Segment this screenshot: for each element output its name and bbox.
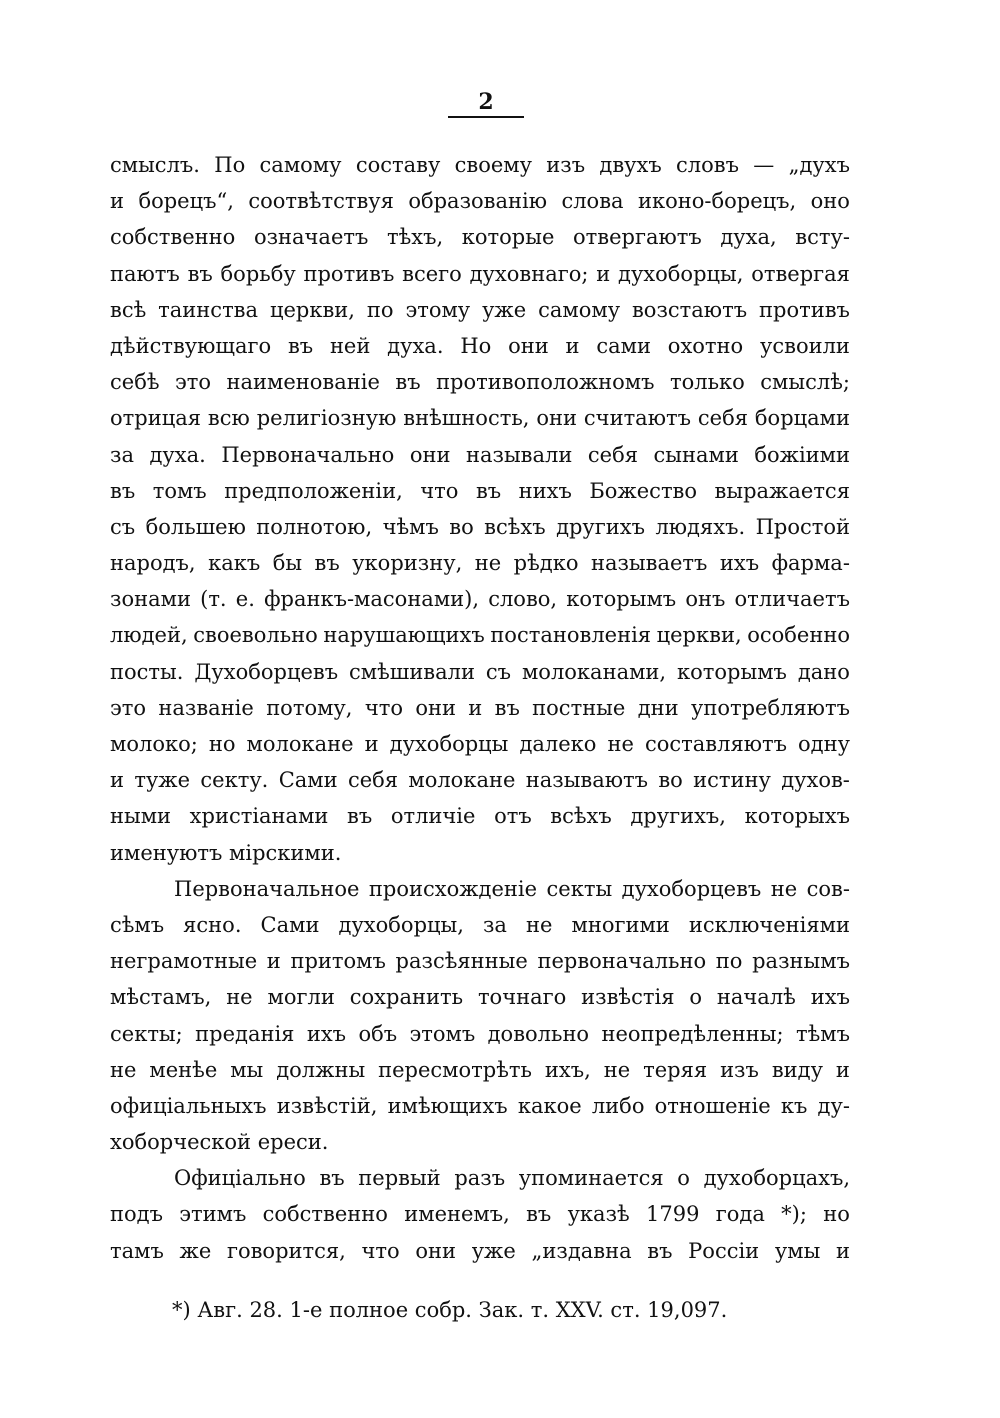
page-number: 2	[448, 90, 524, 118]
text-line: посты. Духоборцевъ смѣшивали съ молоканами, которымъ дано	[110, 659, 850, 684]
text-line: людей, своевольно нарушающихъ постановленія церкви, особенно	[110, 623, 850, 648]
text-line: не менѣе мы должны пересмотрѣть ихъ, не теряя изъ виду и	[110, 1057, 850, 1082]
text-line: всѣ таинства церкви, по этому уже самому возстаютъ противъ	[110, 297, 850, 322]
text-line: и туже секту. Сами себя молокане называютъ во истину духов-	[110, 768, 850, 793]
footnote: *) Авг. 28. 1-е полное собр. Зак. т. XXV. ст. 19,097.	[172, 1298, 728, 1322]
text-line: съ большею полнотою, чѣмъ во всѣхъ другихъ людяхъ. Простой	[110, 514, 850, 539]
text-line: Офиціально въ первый разъ упоминается о духоборцахъ,	[174, 1166, 850, 1191]
text-line: собственно означаетъ тѣхъ, которые отвергаютъ духа, всту-	[110, 225, 850, 250]
text-line: дѣйствующаго въ ней духа. Но они и сами охотно усвоили	[110, 333, 850, 358]
body-text	[110, 147, 850, 1269]
text-line: въ томъ предположеніи, что въ нихъ Божество выражается	[110, 478, 850, 503]
text-line: подъ этимъ собственно именемъ, въ указѣ 1799 года *); но	[110, 1202, 850, 1227]
text-line: сѣмъ ясно. Сами духоборцы, за не многими исключеніями	[110, 912, 850, 937]
text-line: неграмотные и притомъ разсѣянные первоначально по разнымъ	[110, 949, 850, 974]
text-line: за духа. Первоначально они называли себя сынами божіими	[110, 442, 850, 467]
text-line: хоборческой ереси.	[110, 1130, 329, 1155]
text-line: секты; преданія ихъ объ этомъ довольно неопредѣленны; тѣмъ	[110, 1021, 850, 1046]
text-line: ными христіанами въ отличіе отъ всѣхъ другихъ, которыхъ	[110, 804, 850, 829]
text-line: молоко; но молокане и духоборцы далеко не составляютъ одну	[110, 732, 850, 756]
text-line: народъ, какъ бы въ укоризну, не рѣдко называетъ ихъ фарма-	[110, 551, 850, 576]
text-line: себѣ это наименованіе въ противоположномъ только смыслѣ;	[110, 370, 850, 395]
text-line: мѣстамъ, не могли сохранить точнаго извѣстія о началѣ ихъ	[110, 985, 850, 1010]
text-line: офиціальныхъ извѣстій, имѣющихъ какое либо отношеніе къ ду-	[110, 1093, 850, 1118]
text-line: Первоначальное происхожденіе секты духоборцевъ не сов-	[174, 876, 850, 901]
text-line: именуютъ мірскими.	[110, 840, 342, 865]
text-line: смыслъ. По самому составу своему изъ двухъ словъ — „духъ	[110, 153, 850, 177]
text-line: и борецъ“, соотвѣтствуя образованію слова иконо-борецъ, оно	[110, 189, 850, 214]
text-line: отрицая всю религіозную внѣшность, они считаютъ себя борцами	[110, 406, 850, 431]
text-line: паютъ въ борьбу противъ всего духовнаго; и духоборцы, отвергая	[110, 261, 850, 286]
text-line: тамъ же говорится, что они уже „издавна въ Россіи умы и	[110, 1238, 850, 1263]
text-line: это названіе потому, что они и въ постные дни употребляютъ	[110, 695, 850, 720]
text-line: зонами (т. е. франкъ-масонами), слово, которымъ онъ отличаетъ	[110, 587, 850, 612]
